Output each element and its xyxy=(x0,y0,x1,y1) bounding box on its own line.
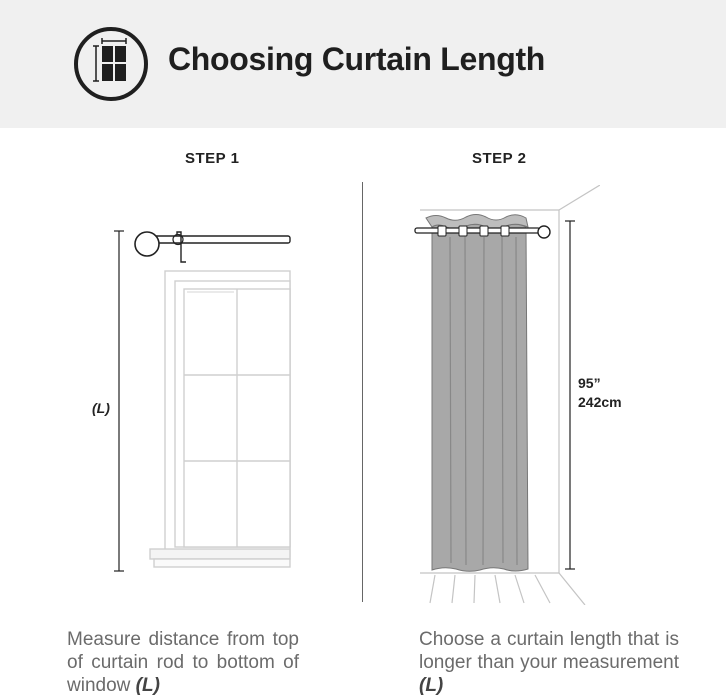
window-frame xyxy=(150,271,290,567)
curtain-rod xyxy=(135,232,290,262)
length-cm: 242cm xyxy=(578,394,622,410)
length-inches: 95” xyxy=(578,375,601,391)
measurement-l-label: (L) xyxy=(92,400,110,416)
step-1-description-emphasis: (L) xyxy=(135,675,160,696)
step-2-description xyxy=(419,628,679,697)
step-divider xyxy=(362,182,363,602)
step-1-label: STEP 1 xyxy=(185,150,240,167)
step-2-description-text: Choose a curtain length that is longer than your measurement xyxy=(419,629,679,673)
step-1-description-text: Measure distance from top of curtain rod to bottom of window xyxy=(67,629,299,696)
length-measurement-line xyxy=(565,221,575,569)
curtain-panel xyxy=(426,215,528,572)
step-2-description-emphasis: (L) xyxy=(419,675,444,696)
length-measurement-label xyxy=(578,374,622,412)
measurement-line xyxy=(114,231,124,571)
window-rod-illustration xyxy=(80,225,300,585)
curtain-illustration xyxy=(410,185,600,605)
step-1-description xyxy=(67,628,299,697)
page-title: Choosing Curtain Length xyxy=(168,41,546,77)
step-2-label: STEP 2 xyxy=(472,150,527,167)
window-measure-icon xyxy=(73,26,149,102)
header-banner xyxy=(0,0,726,128)
